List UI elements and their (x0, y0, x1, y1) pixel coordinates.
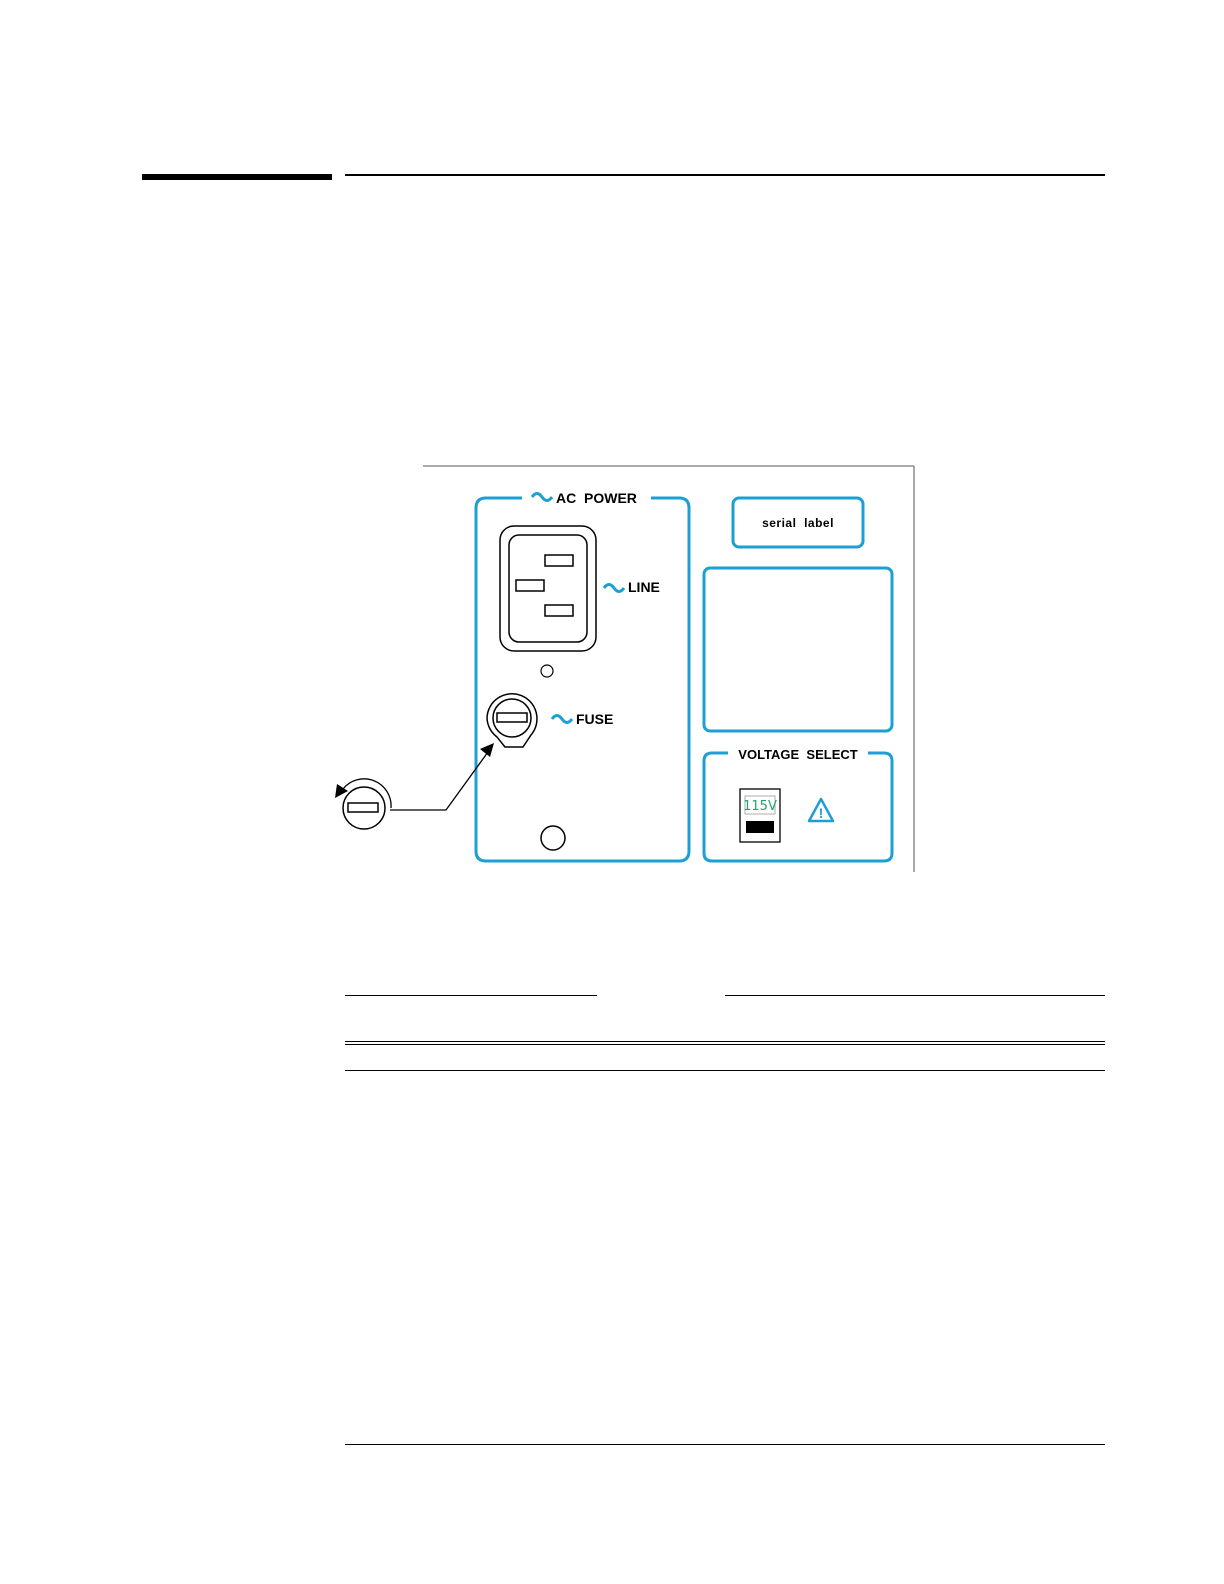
table-left-top-rule (345, 995, 597, 996)
warning-triangle-icon (809, 799, 833, 821)
fuse-cap-detail (335, 743, 494, 829)
line-label: LINE (628, 579, 660, 595)
tilde-icon (532, 494, 552, 501)
leader-line (390, 752, 488, 810)
blank-label-area (704, 568, 892, 731)
power-inlet-icon[interactable] (500, 526, 596, 651)
table-double-rule-2 (345, 1044, 1105, 1045)
table-bottom-rule (345, 1070, 1105, 1071)
screw-hole (541, 665, 553, 677)
serial-label-text: serial label (762, 516, 834, 530)
panel-outline (423, 466, 914, 872)
ac-power-title: AC POWER (556, 490, 637, 506)
table-right-top-rule (725, 995, 1105, 996)
footer-rule (345, 1444, 1105, 1445)
fuse-holder-icon[interactable] (487, 694, 537, 747)
table-double-rule-1 (345, 1041, 1105, 1042)
tilde-icon (604, 585, 624, 592)
voltage-value: 115V (743, 799, 777, 814)
serial-label-box (733, 498, 863, 547)
leader-arrowhead (480, 743, 494, 757)
voltage-select-title: VOLTAGE SELECT (738, 747, 858, 762)
warning-glyph: ! (818, 805, 824, 821)
voltage-select-module (704, 747, 892, 861)
mounting-hole (541, 826, 565, 850)
ac-power-module (476, 490, 689, 861)
fuse-label: FUSE (576, 711, 614, 727)
voltage-selector[interactable] (740, 789, 780, 842)
tilde-icon (552, 716, 572, 723)
